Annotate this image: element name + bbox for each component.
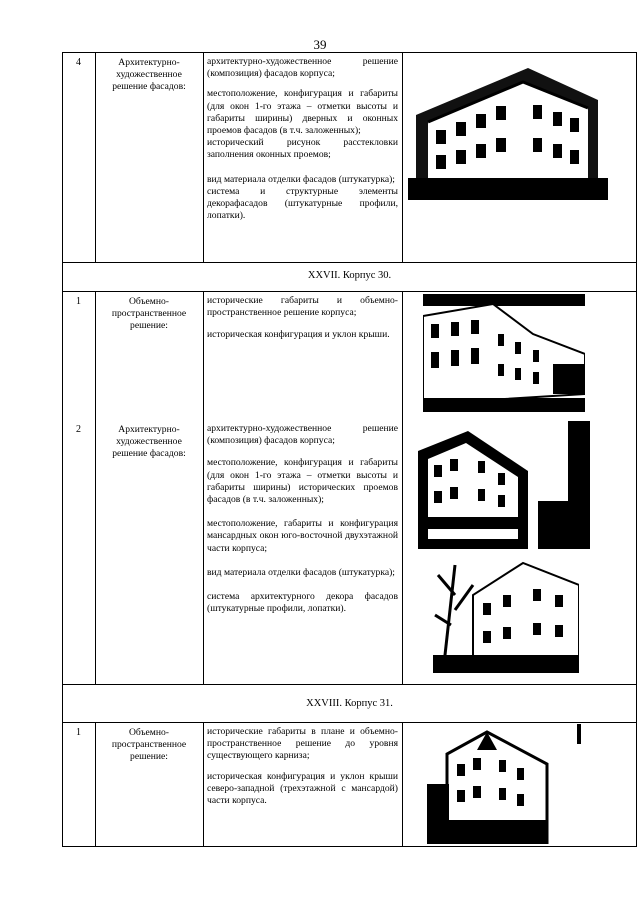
row-label: Архитектурно-художественное решение фасадов: <box>112 424 186 460</box>
row-description <box>207 726 398 815</box>
col-divider <box>203 722 204 846</box>
desc-item: вид материала отделки фасадов (штукатурка); <box>207 566 395 578</box>
desc-item: местоположение, конфигурация и габариты (для окон 1-го этажа – отметки высоты и габариты ширины) исторических проемов фасадов (в т.ч. заложенных); <box>207 457 398 506</box>
desc-item: исторические габариты в плане и объемно-пространственное решение до уровня существующего карниза; <box>207 726 398 762</box>
col-divider <box>402 291 403 684</box>
table-border-top <box>62 52 637 53</box>
row-description <box>207 295 398 350</box>
building-photo <box>427 724 587 844</box>
col-divider <box>95 722 96 846</box>
table-border-left <box>62 52 63 847</box>
row-description <box>207 423 398 623</box>
desc-item: система архитектурного декора фасадов (штукатурные профили, лопатки). <box>207 591 398 615</box>
col-divider <box>95 291 96 684</box>
row-number: 1 <box>76 296 81 307</box>
row-divider <box>62 684 637 685</box>
row-divider <box>62 262 637 263</box>
section-title: XXVII. Корпус 30. <box>307 270 392 281</box>
col-divider <box>95 52 96 262</box>
desc-item: вид материала отделки фасадов (штукатурка); <box>207 173 395 185</box>
row-label: Архитектурно-художественное решение фасадов: <box>112 57 186 93</box>
desc-item: исторический рисунок расстекловки заполнения оконных проемов; <box>207 137 398 161</box>
desc-item: архитектурно-художественное решение (композиция) фасадов корпуса; <box>207 423 398 447</box>
table-border-right <box>636 52 637 847</box>
desc-item: архитектурно-художественное решение (композиция) фасадов корпуса; <box>207 56 398 80</box>
row-number: 1 <box>76 727 81 738</box>
col-divider <box>203 52 204 262</box>
col-divider <box>402 722 403 846</box>
building-photo <box>418 421 590 549</box>
col-divider <box>203 291 204 684</box>
desc-item: местоположение, конфигурация и габариты (для окон 1-го этажа – отметки высоты и габариты ширины) дверных и оконных проемов фасадов (в т.ч. заложенных); <box>207 88 398 137</box>
row-label: Объемно-пространственное решение: <box>111 727 187 763</box>
page-number: 39 <box>313 37 327 52</box>
row-divider <box>62 291 637 292</box>
row-label: Объемно-пространственное решение: <box>111 296 187 332</box>
desc-item: историческая конфигурация и уклон крыши северо-западной (трехэтажной с мансардой) части корпуса. <box>207 770 398 807</box>
row-divider <box>62 722 637 723</box>
desc-item: исторические габариты и объемно-пространственное решение корпуса; <box>207 295 398 319</box>
desc-item: система и структурные элементы декорафасадов (штукатурные профили, лопатки). <box>207 185 398 222</box>
building-photo <box>433 555 579 673</box>
row-number: 4 <box>76 57 81 68</box>
row-number: 2 <box>76 424 81 435</box>
building-photo <box>408 60 608 200</box>
section-title: XXVIII. Корпус 31. <box>306 698 393 709</box>
table-border-bottom <box>62 846 637 847</box>
desc-item: историческая конфигурация и уклон крыши. <box>207 329 390 341</box>
desc-item: местоположение, габариты и конфигурация мансардных окон юго-восточной двухэтажной части корпуса; <box>207 518 398 554</box>
building-photo <box>423 294 585 412</box>
col-divider <box>402 52 403 262</box>
row-description <box>207 56 398 230</box>
